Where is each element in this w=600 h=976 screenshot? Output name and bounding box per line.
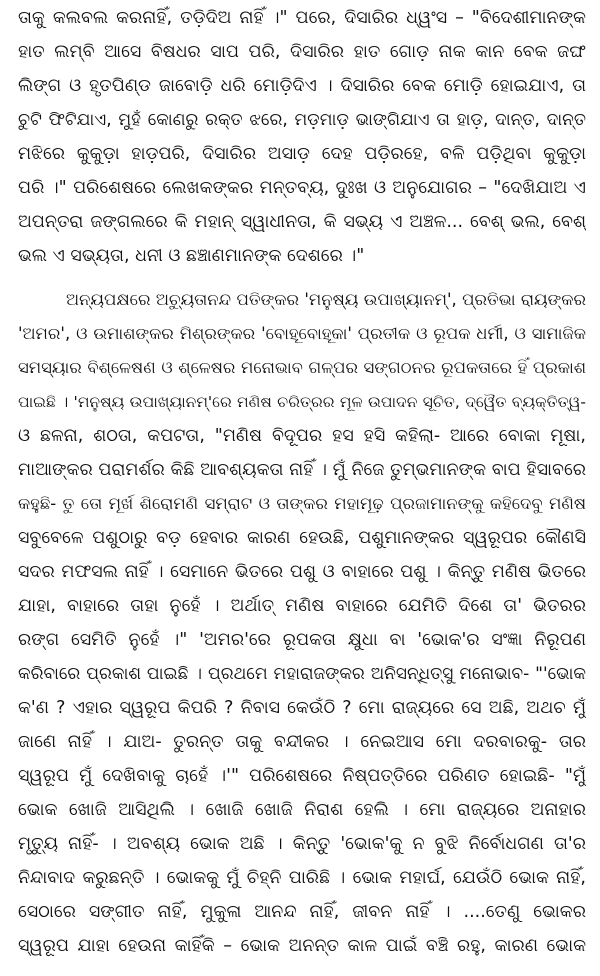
text-line: ରଙ୍ଗ ସେମିତି ନୁହେଁ ।" 'ଅମର'ରେ ରୂପକତା କ୍ଷୁଧା ବା 'ଭୋକ'ର ସଂଜ୍ଞା ନିରୂପଣ [18, 630, 586, 650]
text-line: ସଦର ମଫସଲ ନାହିଁ । ସେମାନେ ଭିତରେ ପଶୁ ଓ ବାହାରେ ପଶୁ । କିନ୍ତୁ ମଣିଷ ଭିତରେ [18, 562, 586, 582]
text-line: ଚୁଟି ଫିଟିଯାଏ, ମୁହଁ କୋଣରୁ ରକ୍ତ ଝରେ, ମଡ଼ମାଡ଼ ଭାଙ୍ଗିଯାଏ ତା ହାଡ଼, ଦାନ୍ତ, ଦାନ୍ତ [18, 110, 586, 130]
text-line: କହୁଛି- ତୁ ତୋ ମୂର୍ଖ ଶିରୋମଣି ସମ୍ରାଟ ଓ ତାଙ୍କର ମହାମୂଢ଼ ପ୍ରଜାମାନଙ୍କୁ କହିଦେବୁ ମଣିଷ [18, 494, 586, 513]
text-line: କରିବାରେ ପ୍ରକାଶ ପାଇଛି । ପ୍ରଥମେ ମହାରାଜଙ୍କର ଅନିସନ୍ଧିତ୍ସୁ ମନୋଭାବ- "'ଭୋକ [18, 664, 586, 684]
text-line: ଭୋକ ଖୋଜି ଆସିଥିଲି । ଖୋଜି ଖୋଜି ନିରାଶ ହେଲି । ମୋ ରାଜ୍ୟରେ ଅନାହାର [18, 800, 586, 820]
text-line: ଓ ଛଳନା, ଶଠତା, କପଟତା, "ମଣିଷ ବିଦୂପର ହସ ହସି କହିଲା- ଆରେ ବୋକା ମୂଷା, [18, 426, 586, 446]
text-line: କ'ଣ ? ଏହାର ସ୍ୱରୂପ କିପରି ? ନିବାସ କେଉଁଠି ? ମୋ ରାଜ୍ୟରେ ସେ ଅଛି, ଅଥଚ ମୁଁ [18, 698, 586, 718]
text-line: ଯାହା, ବାହାରେ ତାହା ନୁହେଁ । ଅର୍ଥାତ୍ ମଣିଷ ବାହାରେ ଯେମିତି ଦିଶେ ତା' ଭିତରର [18, 596, 586, 616]
text-line: ସ୍ୱରୂପ ଯାହା ହେଉନା କାହିଁକି – ଭୋକ ଅନନ୍ତ କାଳ ପାଇଁ ବଞ୍ଚି ରହୁ, କାରଣ ଭୋକ [18, 936, 586, 956]
text-line: ପରି ।" ପରିଶେଷରେ ଲେଖକଙ୍କର ମନ୍ତବ୍ୟ, ଦୁଃଖ ଓ ଅନୁଯୋଗର – "ଦେଖିଯାଅ ଏ [18, 178, 586, 198]
text-line: ଅପନ୍ତରା ଜଙ୍ଗଲରେ କି ମହାନ୍ ସ୍ୱାଧୀନତା, କି ସଭ୍ୟ ଏ ଅଞ୍ଚଳ... ବେଶ୍ ଭଲ, ବେଶ୍ [18, 212, 586, 232]
text-line: ଜାଣେ ନାହିଁ । ଯାଅ- ତୁରନ୍ତ ତାକୁ ବନ୍ଦୀକର । ନେଇଆସ ମୋ ଦରବାରକୁ- ତାର [18, 732, 586, 752]
text-line: ମୃତ୍ୟୁ ନାହିଁ- । ଅବଶ୍ୟ ଭୋକ ଅଛି । କିନ୍ତୁ 'ଭୋକ'କୁ ନ ବୁଝି ନିର୍ବୋଧଗଣ ତା'ର [18, 834, 586, 854]
text-line: ପାଇଛି । 'ମନୁଷ୍ୟ ଉପାଖ୍ୟାନମ୍'ରେ ମଣିଷ ଚରିତ୍ରର ମୂଳ ଉପାଦନ ସୂଚିତ, ଦ୍ୱୈତ ବ୍ୟକ୍ତିତ୍ୱ- [18, 393, 586, 411]
text-line: ନିନ୍ଦାବାଦ କରୁଛନ୍ତି । ଭୋକକୁ ମୁଁ ଚିହ୍ନି ପାରିଛି । ଭୋକ ମହାର୍ଘ, ଯେଉଁଠି ଭୋକ ନାହିଁ, [18, 868, 586, 888]
text-line: ଲିଙ୍ଗ ଓ ହୃତପିଣ୍ଡ ଜାବୋଡ଼ି ଧରି ମୋଡ଼ିଦିଏ । ଦିସାରିର ବେକ ମୋଡ଼ି ହୋଇଯାଏ, ତା [18, 76, 586, 96]
text-line: ସମସ୍ୟାର ବିଶ୍ଳେଷଣ ଓ ଶ୍ଳେଷର ମନୋଭାବ ଗଳ୍ପର ସଙ୍ଗଠନର ରୂପକତାରେ ହିଁ ପ୍ରକାଶ [18, 358, 586, 377]
text-line: ଅନ୍ୟପକ୍ଷରେ ଅଚ୍ୟୁତାନନ୍ଦ ପତିଙ୍କର 'ମନୁଷ୍ୟ ଉପାଖ୍ୟାନମ୍', ପ୍ରତିଭା ରାୟଙ୍କର [66, 290, 586, 309]
text-line: ତାକୁ କଲବଲ କରନାହିଁ, ତଡ଼ିଦିଅ ନାହିଁ ।" ପରେ, ଦିସାରିର ଧ୍ୱଂସ – "ବିଦେଶୀମାନଙ୍କ [18, 8, 586, 28]
text-line: ସ୍ୱରୂପ ମୁଁ ଦେଖିବାକୁ ଚାହେଁ ।'" ପରିଶେଷରେ ନିଷ୍ପତ୍ତିରେ ପରିଣତ ହୋଇଛି- "ମୁଁ [18, 766, 586, 786]
text-line: ହାତ ଲମ୍ବି ଆସେ ବିଷଧର ସାପ ପରି, ଦିସାରିର ହାତ ଗୋଡ଼ ନାକ କାନ ବେକ ଜଙ୍ଘ [18, 42, 586, 62]
text-line: ଭଲ ଏ ସଭ୍ୟତା, ଧନୀ ଓ ଛଞ୍ଚାଣମାନଙ୍କ ଦେଶରେ ।" [18, 246, 365, 266]
text-line: ମଝିରେ କୁକୁଡ଼ା ହାଡ଼ପରି, ଦିସାରିର ଅସାଡ଼ ଦେହ ପଡ଼ିରହେ, ବଳି ପଡ଼ିଥିବା କୁକୁଡ଼ା [18, 144, 586, 164]
text-line: ମାଆଙ୍କର ପରାମର୍ଶର କିଛି ଆବଶ୍ୟକତା ନାହିଁ । ମୁଁ ନିଜେ ତୁମ୍ଭମାନଙ୍କ ବାପ ହିସାବରେ [18, 460, 586, 480]
text-line: 'ଅମର', ଓ ଉମାଶଙ୍କର ମିଶ୍ରଙ୍କର 'ବୋହୂବୋହୂକା' ପ୍ରତୀକ ଓ ରୂପକ ଧର୍ମୀ, ଓ ସାମାଜିକ [18, 324, 586, 343]
text-line: ସବୁବେଳେ ପଶୁଠାରୁ ବଡ଼ ହେବାର କାରଣ ହେଉଛି, ପଶୁମାନଙ୍କର ସ୍ୱରୂପର କୌଣସି [18, 528, 586, 548]
text-line: ସେଠାରେ ସଙ୍ଗୀତ ନାହିଁ, ମୁକୁଳା ଆନନ୍ଦ ନାହିଁ, ଜୀବନ ନାହିଁ । ....ତେଣୁ ଭୋକର [18, 902, 586, 922]
